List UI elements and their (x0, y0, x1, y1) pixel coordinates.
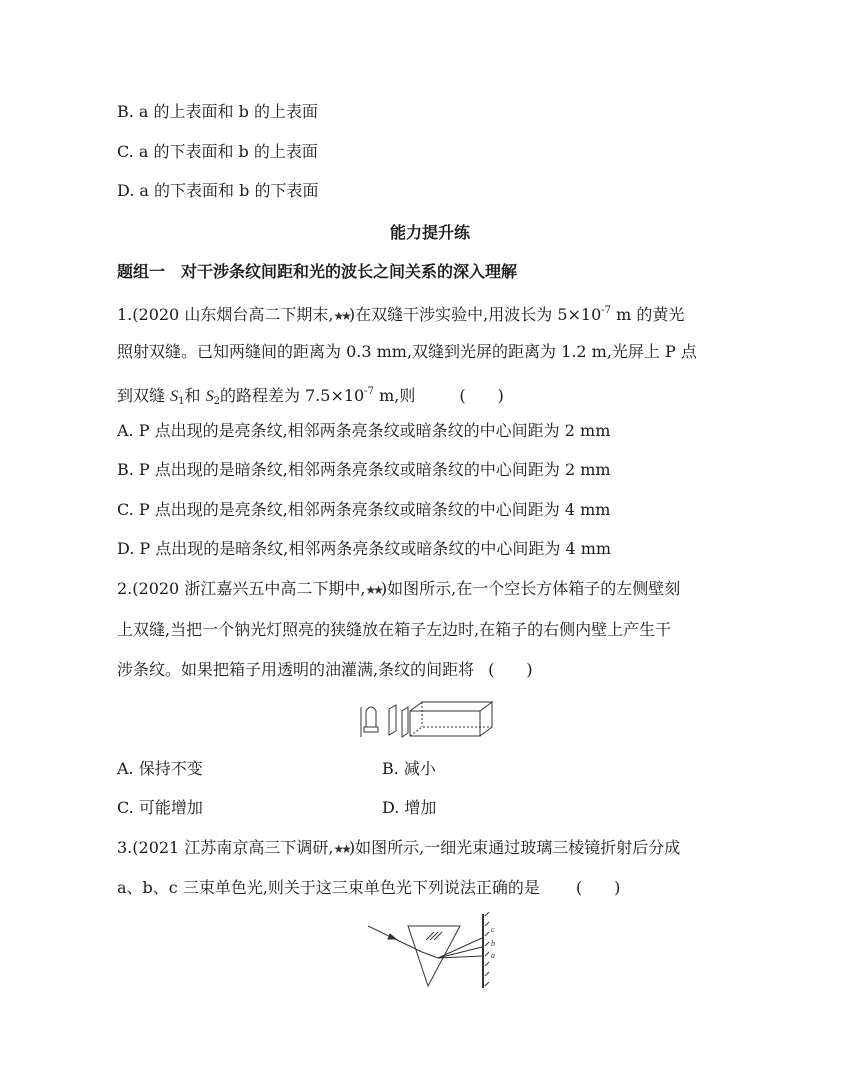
q2-text-1: )如图所示,在一个空长方体箱子的左侧壁刻 (380, 579, 681, 598)
q2-line1 (117, 578, 680, 601)
prev-option-c: C. a 的下表面和 b 的上表面 (117, 142, 318, 161)
q1-text-1: )在双缝干涉实验中,用波长为 5×10 (348, 305, 602, 324)
group-title: 题组一 对干涉条纹间距和光的波长之间关系的深入理解 (117, 262, 518, 281)
q1-option-b: B. P 点出现的是暗条纹,相邻两条亮条纹或暗条纹的中心间距为 2 mm (117, 460, 611, 479)
q3-line2 (117, 877, 620, 899)
difficulty-stars-icon: ★★ (365, 583, 381, 597)
q3-source: 3.(2021 江苏南京高三下调研, (117, 838, 334, 857)
q2-answer-blank: ( ) (488, 660, 533, 679)
q1-exp-1: -7 (601, 305, 612, 316)
q3-line1 (117, 837, 680, 860)
q1-text-3a: 到双缝 (117, 386, 171, 405)
q1-answer-blank: ( ) (459, 386, 504, 405)
q2-source: 2.(2020 浙江嘉兴五中高二下期中, (117, 579, 366, 598)
q2-option-b: B. 减小 (382, 759, 436, 778)
q2-option-c: C. 可能增加 (117, 798, 203, 817)
difficulty-stars-icon: ★★ (333, 842, 349, 856)
q1-line3 (117, 381, 504, 413)
q1-option-d: D. P 点出现的是暗条纹,相邻两条亮条纹或暗条纹的中心间距为 4 mm (117, 539, 612, 558)
q1-text-3b: 的路程差为 7.5×10 (219, 386, 365, 405)
q1-text-1c: m 的黄光 (611, 305, 685, 324)
label-b: b (491, 939, 495, 948)
q2-option-a: A. 保持不变 (117, 759, 203, 778)
q1-line1 (117, 300, 684, 327)
q1-text-and: 和 (184, 386, 206, 405)
q2-line3 (117, 659, 533, 681)
label-a: a (491, 951, 495, 960)
q1-text-3c: m,则 (374, 386, 416, 405)
q2-text-3: 涉条纹。如果把箱子用透明的油灌满,条纹的间距将 (117, 660, 475, 679)
q2-option-d: D. 增加 (382, 798, 437, 817)
q1-line2: 照射双缝。已知两缝间的距离为 0.3 mm,双缝到光屏的距离为 1.2 m,光屏上 P 点 (117, 342, 697, 361)
q3-text-2: a、b、c 三束单色光,则关于这三束单色光下列说法正确的是 (117, 878, 540, 897)
q3-answer-blank: ( ) (575, 878, 621, 897)
s2-symbol: S (205, 388, 214, 405)
section-title: 能力提升练 (389, 223, 470, 242)
prev-option-d: D. a 的下表面和 b 的下表面 (117, 181, 319, 200)
q1-option-c: C. P 点出现的是亮条纹,相邻两条亮条纹或暗条纹的中心间距为 4 mm (117, 500, 611, 519)
s2-subscript: 2 (213, 396, 220, 407)
s1-subscript: 1 (178, 396, 185, 407)
q3-prism-figure (362, 912, 512, 990)
s1-symbol: S (170, 388, 179, 405)
q1-source: 1.(2020 山东烟台高二下期末, (117, 305, 334, 324)
q1-option-a: A. P 点出现的是亮条纹,相邻两条亮条纹或暗条纹的中心间距为 2 mm (117, 421, 611, 440)
q2-box-figure (356, 697, 498, 741)
difficulty-stars-icon: ★★ (333, 309, 349, 323)
prev-option-b: B. a 的上表面和 b 的上表面 (117, 102, 318, 121)
label-c: c (491, 925, 495, 934)
q1-exp-2: -7 (364, 386, 374, 397)
q2-line2: 上双缝,当把一个钠光灯照亮的狭缝放在箱子左边时,在箱子的右侧内壁上产生干 (117, 620, 672, 639)
q3-text-1: )如图所示,一细光束通过玻璃三棱镜折射后分成 (348, 838, 681, 857)
